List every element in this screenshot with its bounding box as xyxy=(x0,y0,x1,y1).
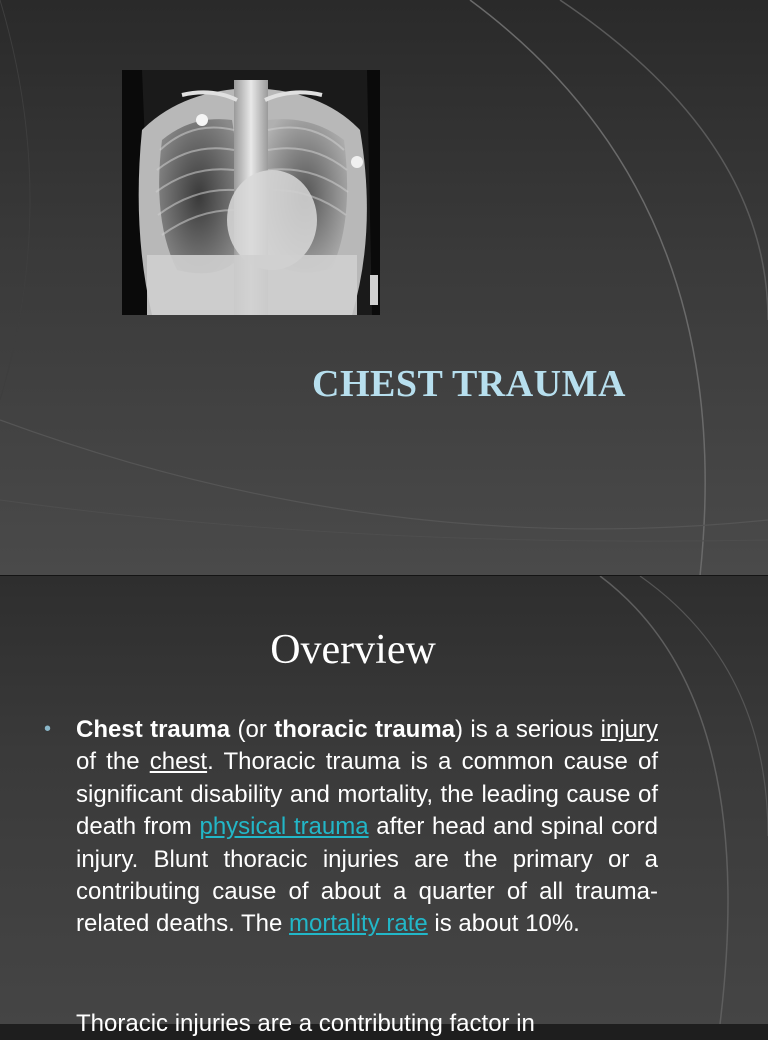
overview-heading: Overview xyxy=(270,627,436,673)
text-span: after head and spinal cord injury. Blunt thoracic injuries are the primary or a contributing cause of about a quarter of all trauma-related deaths. The xyxy=(76,813,658,938)
chest-xray-image xyxy=(122,70,380,315)
text-span: of the xyxy=(76,748,150,776)
text-span: . Thoracic trauma is a common cause of significant disability and mortality, the leading cause of death from xyxy=(76,748,658,841)
bullet-icon: • xyxy=(44,718,52,740)
link-physical-trauma[interactable]: physical trauma xyxy=(199,813,369,841)
next-paragraph-partial: Thoracic injuries are a contributing factor in xyxy=(76,1010,535,1037)
text-span: is about 10%. xyxy=(427,910,580,938)
term-thoracic-trauma: thoracic trauma xyxy=(274,716,456,743)
text-span: ) is a serious xyxy=(455,716,601,743)
word-injury: injury xyxy=(600,716,659,743)
slide-title-text: CHEST TRAUMA xyxy=(312,363,626,405)
overview-paragraph xyxy=(76,714,658,941)
word-chest: chest xyxy=(149,748,208,776)
term-chest-trauma: Chest trauma xyxy=(76,716,231,743)
link-mortality-rate[interactable]: mortality rate xyxy=(289,910,428,938)
text-span: (or xyxy=(230,716,275,743)
